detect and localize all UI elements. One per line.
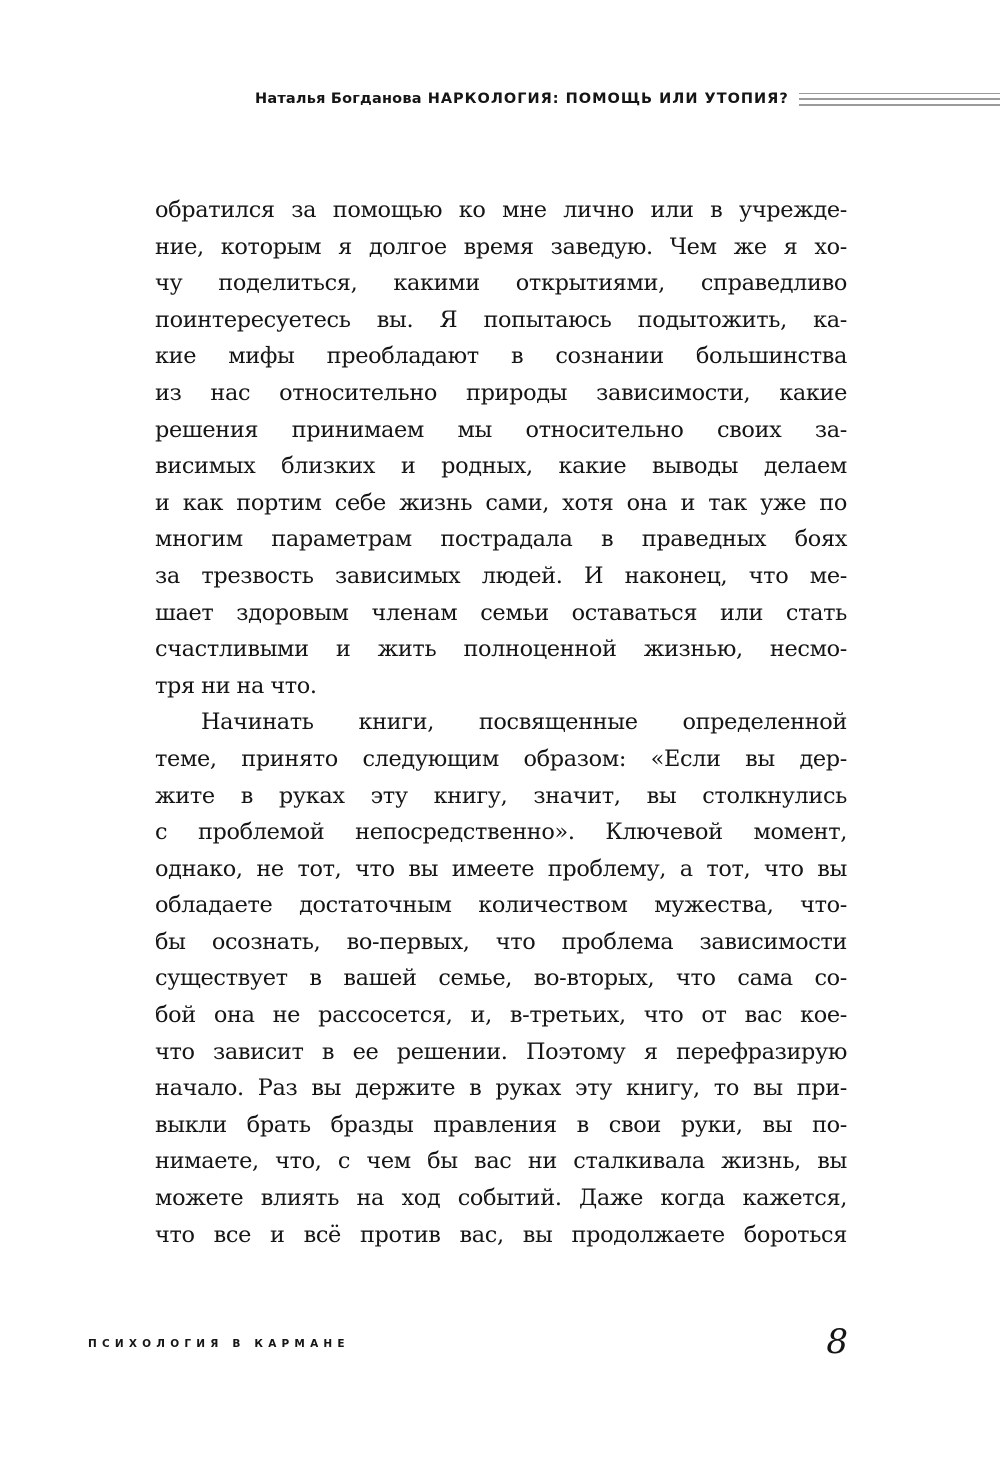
text-line: теме, принято следующим образом: «Если вы дер- (155, 745, 847, 772)
text-line: решения принимаем мы относительно своих за- (155, 416, 847, 443)
text-line: однако, не тот, что вы имеете проблему, а тот, что вы (155, 855, 847, 882)
text-line: за трезвость зависимых людей. И наконец, что ме- (155, 562, 847, 589)
footer-series-title: ПСИХОЛОГИЯ В КАРМАНЕ (88, 1338, 350, 1350)
text-line: жите в руках эту книгу, значит, вы столкнулись (155, 782, 847, 809)
text-line: можете влиять на ход событий. Даже когда кажется, (155, 1185, 847, 1212)
text-line: из нас относительно природы зависимости, какие (155, 379, 847, 406)
text-line: поинтересуетесь вы. Я попытаюсь подытожить, ка- (155, 306, 847, 333)
text-line: и как портим себе жизнь сами, хотя она и так уже по (155, 489, 847, 516)
text-line: что все и всё против вас, вы продолжаете бороться (155, 1221, 847, 1248)
header-rule-3 (799, 104, 1000, 106)
text-line: что зависит в ее решении. Поэтому я перефразирую (155, 1038, 847, 1065)
body-text (155, 192, 847, 1253)
text-line: висимых близких и родных, какие выводы делаем (155, 453, 847, 480)
text-line: Начинать книги, посвященные определенной (201, 709, 847, 736)
text-line: ние, которым я долгое время заведую. Чем же я хо- (155, 233, 847, 260)
text-line: обладаете достаточным количеством мужества, что- (155, 892, 847, 919)
text-line: тря ни на что. (155, 672, 317, 699)
text-line: счастливыми и жить полноценной жизнью, несмо- (155, 636, 847, 663)
header-rule-2 (799, 98, 1000, 100)
text-line: обратился за помощью ко мне лично или в учрежде- (155, 197, 847, 223)
text-line: выкли брать бразды правления в свои руки, вы по- (155, 1111, 847, 1138)
text-line: бой она не рассосется, и, в-третьих, что от вас кое- (155, 1002, 847, 1029)
text-line: многим параметрам пострадала в праведных боях (155, 526, 847, 553)
running-header (255, 88, 1000, 110)
text-line: с проблемой непосредственно». Ключевой момент, (155, 819, 847, 846)
paragraph-1 (155, 192, 847, 704)
paragraph-2 (155, 704, 847, 1253)
text-line: шает здоровым членам семьи оставаться или стать (155, 599, 847, 626)
text-line: нимаете, что, с чем бы вас ни сталкивала жизнь, вы (155, 1148, 847, 1175)
header-rule-1 (799, 93, 1000, 95)
text-line: кие мифы преобладают в сознании большинства (155, 343, 847, 370)
text-line: существует в вашей семье, во-вторых, что сама со- (155, 965, 847, 992)
page-number: 8 (826, 1322, 848, 1362)
header-book-title: НАРКОЛОГИЯ: ПОМОЩЬ ИЛИ УТОПИЯ? (427, 91, 789, 107)
header-author: Наталья Богданова (255, 91, 422, 107)
text-line: бы осознать, во-первых, что проблема зависимости (155, 928, 847, 955)
text-line: начало. Раз вы держите в руках эту книгу, то вы при- (155, 1075, 847, 1102)
header-decorative-rules (799, 93, 1000, 106)
text-line: чу поделиться, какими открытиями, справедливо (155, 270, 847, 297)
